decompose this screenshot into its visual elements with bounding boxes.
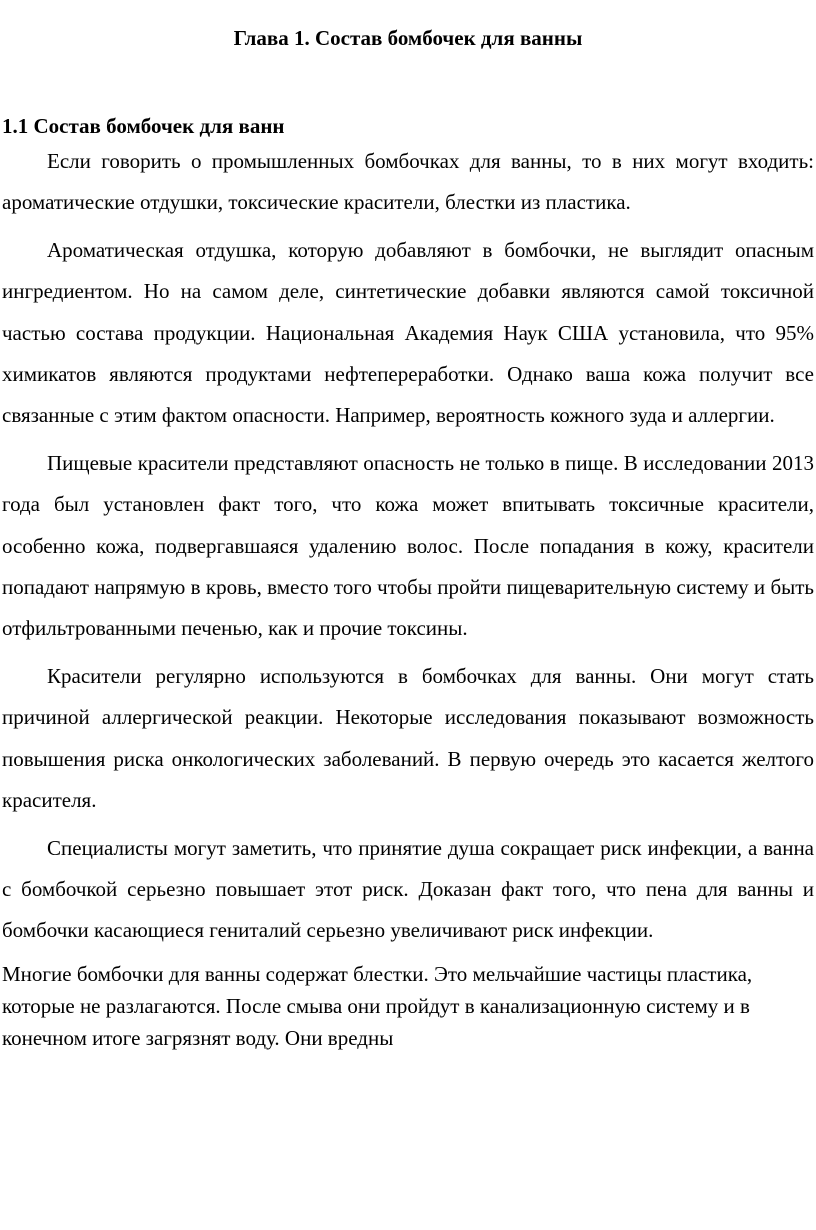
body-text [2,141,814,1060]
paragraph-continuation: Многие бомбочки для ванны содержат блестки. Это мельчайшие частицы пластика, которые не разлагаются. После смыва они пройдут в канализационную систему и в конечном итоге загрязнят воду. Они вредны [2,961,753,1050]
chapter-title: Глава 1. Состав бомбочек для ванны [233,26,583,50]
paragraph: Специалисты могут заметить, что принятие душа сокращает риск инфекции, а ванна с бомбочкой серьезно повышает этот риск. Доказан факт того, что пена для ванны и бомбочки касающиеся гениталий серьезно увеличивают риск инфекции. [2,835,814,943]
section-title: 1.1 Состав бомбочек для ванн [2,114,285,138]
paragraph: Красители регулярно используются в бомбочках для ванны. Они могут стать причиной аллергической реакции. Некоторые исследования показывают возможность повышения риска онкологических заболеваний. В первую очередь это касается желтого красителя. [2,663,814,813]
paragraph: Ароматическая отдушка, которую добавляют в бомбочки, не выглядит опасным ингредиентом. Но на самом деле, синтетические добавки являются самой токсичной частью состава продукции. Национальная Академия Наук США установила, что 95% химикатов являются продуктами нефтепереработки. Однако ваша кожа получит все связанные с этим фактом опасности. Например, вероятность кожного зуда и аллергии. [2,237,814,428]
paragraph: Если говорить о промышленных бомбочках для ванны, то в них могут входить: ароматические отдушки, токсические красители, блестки из пластика. [2,149,814,215]
paragraph: Пищевые красители представляют опасность не только в пище. В исследовании 2013 года был установлен факт того, что кожа может впитывать токсичные красители, особенно кожа, подвергавшаяся удалению волос. После попадания в кожу, красители попадают напрямую в кровь, вместо того чтобы пройти пищеварительную систему и быть отфильтрованными печенью, как и прочие токсины. [2,450,814,641]
